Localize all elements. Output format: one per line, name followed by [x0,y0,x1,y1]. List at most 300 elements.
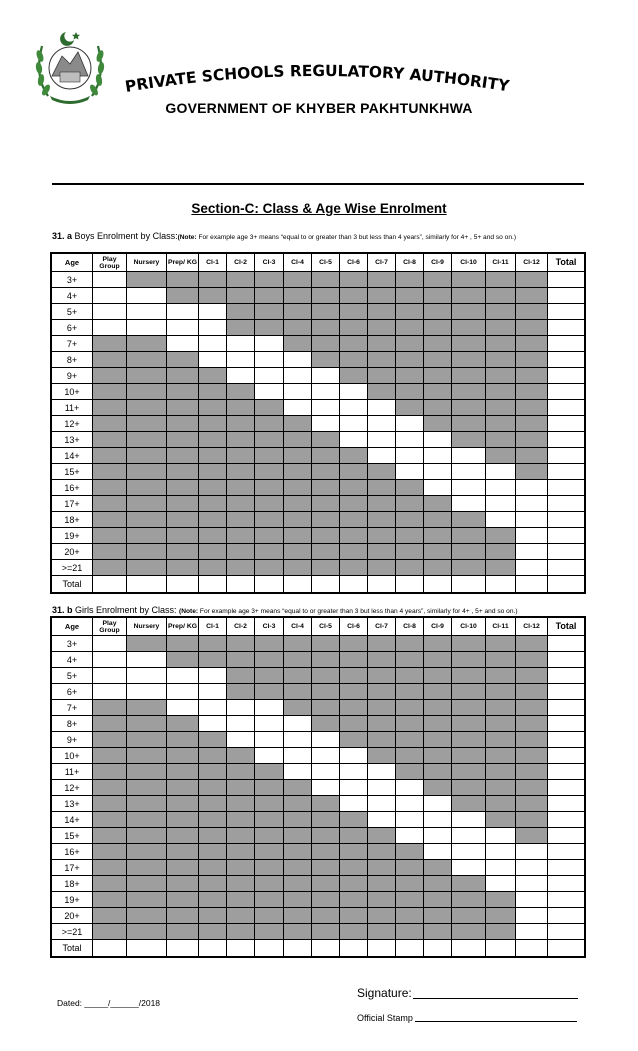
shaded-cell [396,732,424,748]
column-total-cell[interactable] [93,940,127,957]
enrolment-cell[interactable] [368,796,396,812]
enrolment-cell[interactable] [255,716,284,732]
enrolment-cell[interactable] [255,732,284,748]
enrolment-cell[interactable] [516,876,548,892]
shaded-cell [424,652,452,668]
table-a-note-text: For example age 3+ means “equal to or greater than 3 but less than 4 years”, similarly for 4+ , 5+ and so on.) [196,234,517,241]
column-total-cell[interactable] [255,576,284,593]
enrolment-cell[interactable] [167,320,199,336]
enrolment-cell[interactable] [486,464,516,480]
enrolment-cell[interactable] [312,384,340,400]
shaded-cell [127,448,167,464]
column-total-cell[interactable] [127,576,167,593]
column-total-cell[interactable] [548,940,585,957]
enrolment-cell[interactable] [340,416,368,432]
row-total-cell[interactable] [548,448,585,464]
shaded-cell [255,844,284,860]
enrolment-cell[interactable] [486,860,516,876]
enrolment-cell[interactable] [396,448,424,464]
enrolment-cell[interactable] [516,860,548,876]
row-total-cell[interactable] [548,748,585,764]
enrolment-cell[interactable] [368,764,396,780]
shaded-cell [227,828,255,844]
row-total-cell[interactable] [548,480,585,496]
enrolment-cell[interactable] [255,368,284,384]
enrolment-cell[interactable] [368,416,396,432]
enrolment-cell[interactable] [227,352,255,368]
shaded-cell [127,384,167,400]
column-header: Cl-4 [284,254,312,272]
row-total-cell[interactable] [548,368,585,384]
shaded-cell [340,860,368,876]
row-total-cell[interactable] [548,464,585,480]
shaded-cell [486,668,516,684]
column-total-cell[interactable] [452,940,486,957]
shaded-cell [312,496,340,512]
shaded-cell [93,892,127,908]
shaded-cell [199,636,227,652]
row-total-cell[interactable] [548,716,585,732]
enrolment-cell[interactable] [424,812,452,828]
enrolment-cell[interactable] [255,700,284,716]
row-total-cell[interactable] [548,320,585,336]
column-total-cell[interactable] [93,576,127,593]
shaded-cell [312,528,340,544]
shaded-cell [340,528,368,544]
column-total-cell[interactable] [424,576,452,593]
enrolment-cell[interactable] [424,432,452,448]
enrolment-cell[interactable] [452,828,486,844]
row-total-cell[interactable] [548,892,585,908]
shaded-cell [93,812,127,828]
enrolment-cell[interactable] [127,652,167,668]
enrolment-cell[interactable] [127,288,167,304]
enrolment-cell[interactable] [424,464,452,480]
enrolment-cell[interactable] [93,272,127,288]
shaded-cell [284,860,312,876]
column-total-cell[interactable] [424,940,452,957]
row-total-cell[interactable] [548,924,585,940]
column-total-cell[interactable] [452,576,486,593]
row-total-cell[interactable] [548,432,585,448]
shaded-cell [199,480,227,496]
enrolment-cell[interactable] [284,716,312,732]
shaded-cell [93,748,127,764]
column-total-cell[interactable] [396,576,424,593]
enrolment-cell[interactable] [227,700,255,716]
table-row [52,448,585,464]
enrolment-cell[interactable] [312,748,340,764]
row-total-cell[interactable] [548,304,585,320]
enrolment-cell[interactable] [396,780,424,796]
row-total-cell[interactable] [548,400,585,416]
shaded-cell [486,732,516,748]
shaded-cell [167,384,199,400]
enrolment-cell[interactable] [516,512,548,528]
shaded-cell [312,652,340,668]
enrolment-cell[interactable] [396,432,424,448]
enrolment-cell[interactable] [312,400,340,416]
column-total-cell[interactable] [396,940,424,957]
age-label: 11+ [52,400,93,416]
age-label: 9+ [52,732,93,748]
signature-label: Signature: [357,986,412,1000]
row-total-cell[interactable] [548,652,585,668]
enrolment-cell[interactable] [312,416,340,432]
shaded-cell [486,448,516,464]
enrolment-cell[interactable] [127,304,167,320]
enrolment-cell[interactable] [452,448,486,464]
enrolment-cell[interactable] [127,320,167,336]
enrolment-cell[interactable] [312,368,340,384]
age-label: 16+ [52,480,93,496]
shaded-cell [396,764,424,780]
enrolment-cell[interactable] [452,464,486,480]
row-total-cell[interactable] [548,844,585,860]
enrolment-cell[interactable] [312,732,340,748]
row-total-cell[interactable] [548,544,585,560]
shaded-cell [340,844,368,860]
enrolment-cell[interactable] [167,668,199,684]
shaded-cell [312,892,340,908]
shaded-cell [284,416,312,432]
shaded-cell [127,716,167,732]
column-total-cell[interactable] [284,940,312,957]
shaded-cell [516,320,548,336]
enrolment-cell[interactable] [312,780,340,796]
enrolment-cell[interactable] [368,432,396,448]
enrolment-cell[interactable] [452,496,486,512]
column-total-cell[interactable] [199,940,227,957]
shaded-cell [93,700,127,716]
table-row [52,876,585,892]
column-total-cell[interactable] [340,940,368,957]
age-label: 19+ [52,892,93,908]
shaded-cell [227,844,255,860]
shaded-cell [199,764,227,780]
row-total-cell[interactable] [548,796,585,812]
enrolment-cell[interactable] [199,336,227,352]
enrolment-cell[interactable] [368,400,396,416]
shaded-cell [199,368,227,384]
enrolment-cell[interactable] [284,732,312,748]
enrolment-cell[interactable] [486,828,516,844]
shaded-cell [368,272,396,288]
shaded-cell [368,528,396,544]
enrolment-cell[interactable] [486,512,516,528]
enrolment-cell[interactable] [486,480,516,496]
column-total-cell[interactable] [167,940,199,957]
signature-line[interactable] [413,998,578,999]
shaded-cell [227,812,255,828]
row-total-cell[interactable] [548,700,585,716]
enrolment-cell[interactable] [127,668,167,684]
enrolment-cell[interactable] [255,352,284,368]
shaded-cell [93,876,127,892]
shaded-cell [452,780,486,796]
shaded-cell [368,924,396,940]
enrolment-cell[interactable] [199,668,227,684]
enrolment-cell[interactable] [340,748,368,764]
column-header: Nursery [127,254,167,272]
shaded-cell [396,716,424,732]
enrolment-cell[interactable] [516,892,548,908]
enrolment-cell[interactable] [516,844,548,860]
enrolment-cell[interactable] [284,352,312,368]
enrolment-cell[interactable] [516,924,548,940]
enrolment-cell[interactable] [199,304,227,320]
enrolment-cell[interactable] [516,480,548,496]
enrolment-cell[interactable] [93,304,127,320]
shaded-cell [340,700,368,716]
column-total-cell[interactable] [199,576,227,593]
shaded-cell [167,432,199,448]
shaded-cell [312,668,340,684]
column-total-cell[interactable] [548,576,585,593]
row-total-cell[interactable] [548,384,585,400]
row-total-cell[interactable] [548,828,585,844]
enrolment-cell[interactable] [227,336,255,352]
enrolment-cell[interactable] [167,684,199,700]
enrolment-cell[interactable] [93,320,127,336]
shaded-cell [424,892,452,908]
table-row [52,304,585,320]
enrolment-cell[interactable] [312,764,340,780]
shaded-cell [284,320,312,336]
column-total-cell[interactable] [127,940,167,957]
table-row [52,652,585,668]
column-total-cell[interactable] [312,576,340,593]
shaded-cell [227,400,255,416]
shaded-cell [284,668,312,684]
row-total-cell[interactable] [548,336,585,352]
column-total-cell[interactable] [368,940,396,957]
enrolment-cell[interactable] [516,908,548,924]
enrolment-cell[interactable] [396,464,424,480]
column-total-cell[interactable] [227,940,255,957]
enrolment-cell[interactable] [167,700,199,716]
enrolment-cell[interactable] [396,828,424,844]
shaded-cell [452,732,486,748]
enrolment-cell[interactable] [167,304,199,320]
enrolment-cell[interactable] [199,684,227,700]
column-total-cell[interactable] [516,940,548,957]
shaded-cell [486,432,516,448]
row-total-cell[interactable] [548,668,585,684]
column-header: Total [548,618,585,636]
age-label: 8+ [52,716,93,732]
column-header: Total [548,254,585,272]
shaded-cell [284,684,312,700]
enrolment-cell[interactable] [516,496,548,512]
enrolment-cell[interactable] [486,844,516,860]
enrolment-cell[interactable] [396,812,424,828]
column-total-cell[interactable] [255,940,284,957]
enrolment-cell[interactable] [396,416,424,432]
enrolment-cell[interactable] [93,636,127,652]
shaded-cell [227,876,255,892]
enrolment-cell[interactable] [516,544,548,560]
enrolment-cell[interactable] [486,876,516,892]
dated-field[interactable]: Dated: _____/______/2018 [57,998,161,1008]
column-header: Cl-8 [396,618,424,636]
column-total-cell[interactable] [368,576,396,593]
enrolment-cell[interactable] [127,684,167,700]
age-label: 19+ [52,528,93,544]
column-header: Cl-2 [227,254,255,272]
shaded-cell [424,684,452,700]
shaded-cell [368,828,396,844]
shaded-cell [227,684,255,700]
shaded-cell [227,528,255,544]
enrolment-cell[interactable] [368,448,396,464]
row-total-cell[interactable] [548,416,585,432]
official-stamp-line[interactable] [415,1021,577,1022]
enrolment-cell[interactable] [424,448,452,464]
enrolment-cell[interactable] [424,828,452,844]
enrolment-cell[interactable] [255,384,284,400]
enrolment-cell[interactable] [368,812,396,828]
enrolment-cell[interactable] [199,716,227,732]
shaded-cell [227,796,255,812]
shaded-cell [396,352,424,368]
column-header: Prep/ KG [167,254,199,272]
age-label: 4+ [52,288,93,304]
enrolment-cell[interactable] [452,844,486,860]
column-total-cell[interactable] [486,576,516,593]
shaded-cell [486,748,516,764]
enrolment-cell[interactable] [340,432,368,448]
shaded-cell [486,796,516,812]
row-total-cell[interactable] [548,812,585,828]
enrolment-cell[interactable] [255,336,284,352]
column-total-cell[interactable] [486,940,516,957]
shaded-cell [167,448,199,464]
column-total-cell[interactable] [284,576,312,593]
row-total-cell[interactable] [548,528,585,544]
enrolment-cell[interactable] [284,384,312,400]
enrolment-cell[interactable] [340,780,368,796]
government-title: GOVERNMENT OF KHYBER PAKHTUNKHWA [165,100,473,116]
shaded-cell [284,700,312,716]
shaded-cell [227,432,255,448]
enrolment-cell[interactable] [284,748,312,764]
shaded-cell [127,812,167,828]
shaded-cell [167,528,199,544]
enrolment-cell[interactable] [452,480,486,496]
shaded-cell [127,780,167,796]
enrolment-cell[interactable] [255,748,284,764]
row-total-cell[interactable] [548,512,585,528]
enrolment-cell[interactable] [368,780,396,796]
enrolment-cell[interactable] [396,796,424,812]
enrolment-cell[interactable] [199,320,227,336]
enrolment-cell[interactable] [486,496,516,512]
enrolment-cell[interactable] [199,352,227,368]
table-b-caption-text: Girls Enrolment by Class: [72,605,180,615]
row-total-cell[interactable] [548,560,585,576]
shaded-cell [396,876,424,892]
column-header: Prep/ KG [167,618,199,636]
row-total-cell[interactable] [548,352,585,368]
shaded-cell [368,636,396,652]
shaded-cell [199,400,227,416]
row-total-cell[interactable] [548,636,585,652]
enrolment-cell[interactable] [199,700,227,716]
shaded-cell [486,384,516,400]
enrolment-cell[interactable] [284,368,312,384]
enrolment-cell[interactable] [93,684,127,700]
column-total-cell[interactable] [227,576,255,593]
shaded-cell [199,924,227,940]
shaded-cell [227,304,255,320]
enrolment-cell[interactable] [452,812,486,828]
enrolment-cell[interactable] [227,368,255,384]
enrolment-cell[interactable] [516,560,548,576]
enrolment-cell[interactable] [227,716,255,732]
row-total-cell[interactable] [548,496,585,512]
shaded-cell [199,512,227,528]
enrolment-cell[interactable] [167,336,199,352]
row-total-cell[interactable] [548,860,585,876]
shaded-cell [227,464,255,480]
enrolment-cell[interactable] [424,844,452,860]
enrolment-cell[interactable] [93,668,127,684]
shaded-cell [227,544,255,560]
enrolment-cell[interactable] [284,764,312,780]
shaded-cell [127,400,167,416]
row-total-cell[interactable] [548,288,585,304]
row-total-cell[interactable] [548,272,585,288]
enrolment-cell[interactable] [340,764,368,780]
enrolment-cell[interactable] [424,796,452,812]
row-total-cell[interactable] [548,732,585,748]
enrolment-cell[interactable] [93,288,127,304]
row-total-cell[interactable] [548,876,585,892]
shaded-cell [93,844,127,860]
row-total-cell[interactable] [548,780,585,796]
shaded-cell [396,652,424,668]
column-total-cell[interactable] [516,576,548,593]
shaded-cell [424,272,452,288]
row-total-cell[interactable] [548,764,585,780]
shaded-cell [199,780,227,796]
shaded-cell [127,464,167,480]
shaded-cell [424,924,452,940]
enrolment-cell[interactable] [516,528,548,544]
enrolment-cell[interactable] [452,860,486,876]
shaded-cell [255,684,284,700]
enrolment-cell[interactable] [93,652,127,668]
enrolment-cell[interactable] [227,732,255,748]
shaded-cell [255,496,284,512]
enrolment-cell[interactable] [284,400,312,416]
row-total-cell[interactable] [548,908,585,924]
column-header: Cl-11 [486,618,516,636]
column-total-cell[interactable] [340,576,368,593]
column-total-cell[interactable] [312,940,340,957]
enrolment-cell[interactable] [424,480,452,496]
column-total-cell[interactable] [167,576,199,593]
shaded-cell [368,560,396,576]
shaded-cell [516,764,548,780]
row-total-cell[interactable] [548,684,585,700]
enrolment-cell[interactable] [340,384,368,400]
enrolment-cell[interactable] [340,400,368,416]
shaded-cell [486,272,516,288]
enrolment-cell[interactable] [340,796,368,812]
shaded-cell [227,272,255,288]
